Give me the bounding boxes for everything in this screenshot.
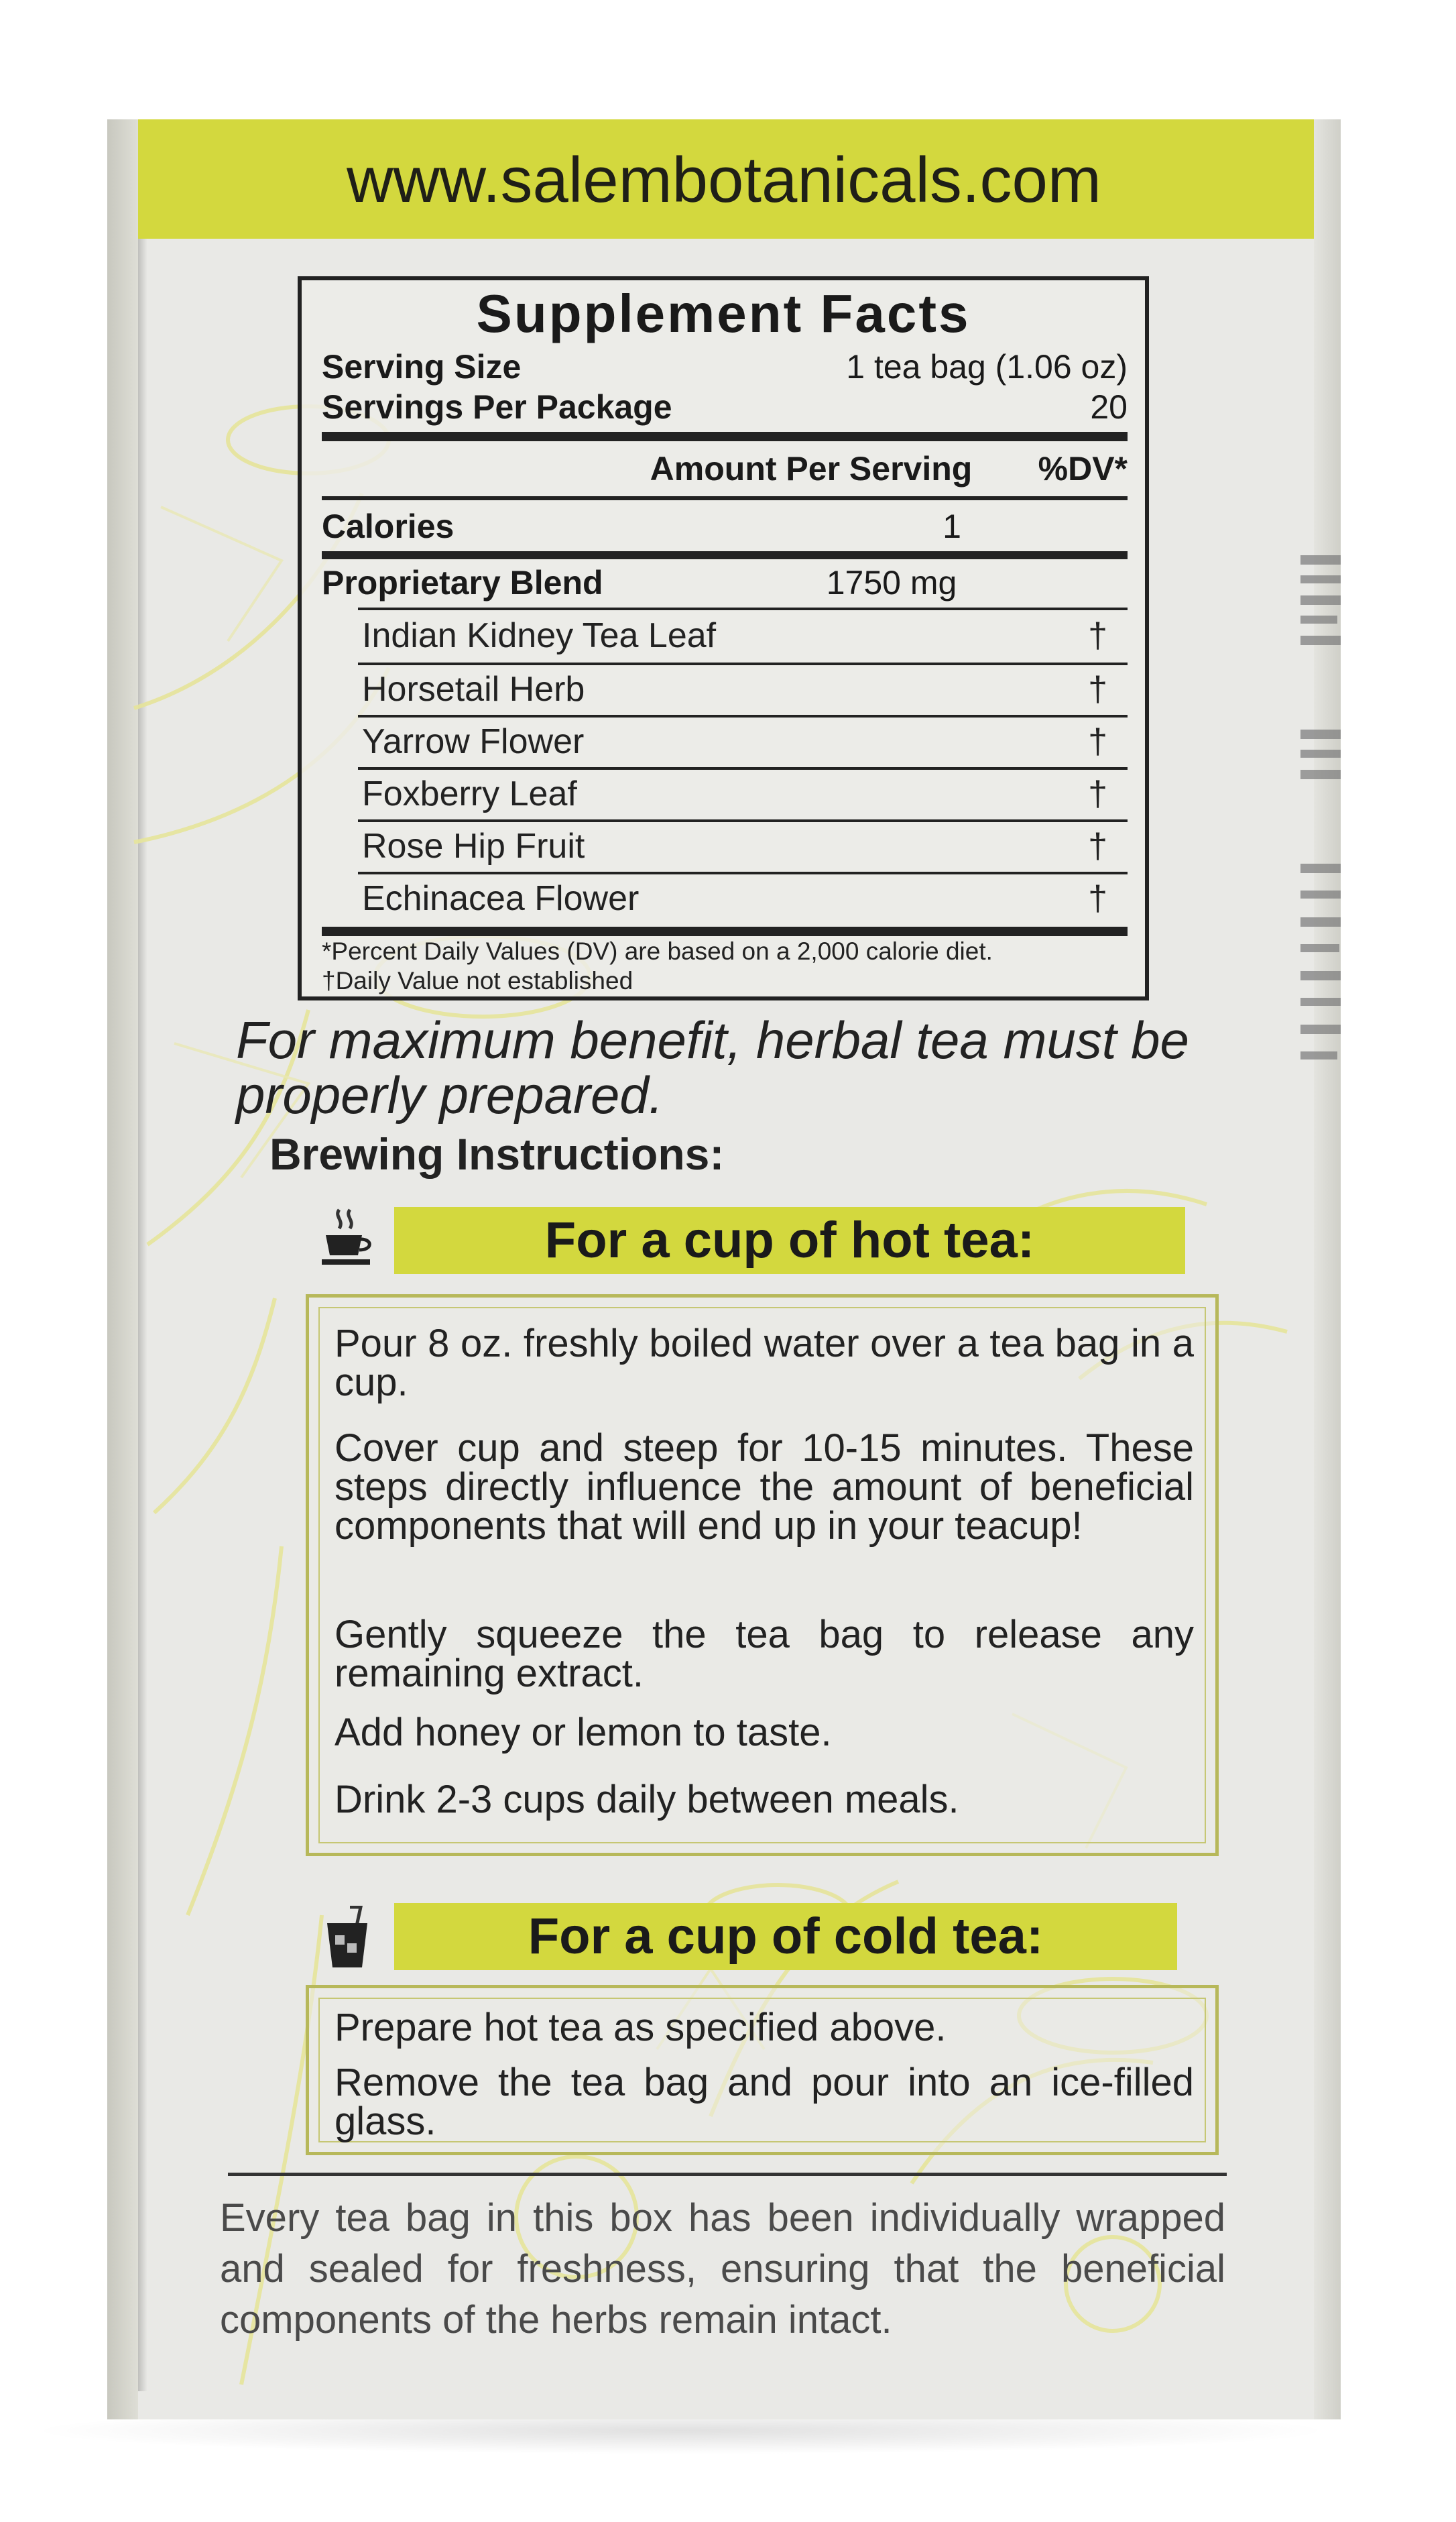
cold-tea-instructions-box xyxy=(306,1985,1219,2155)
divider xyxy=(358,819,1128,822)
preparation-note xyxy=(236,1013,1189,1123)
divider xyxy=(358,715,1128,718)
ingredient-name: Horsetail Herb xyxy=(362,670,585,709)
iced-glass-icon xyxy=(323,1906,371,1970)
supplement-facts-panel xyxy=(298,276,1149,1000)
ingredient-dv: † xyxy=(1088,879,1107,918)
calories-value: 1 xyxy=(943,508,961,545)
ingredient-name: Indian Kidney Tea Leaf xyxy=(362,616,717,655)
ingredient-row xyxy=(362,616,1128,656)
closing-divider xyxy=(228,2173,1227,2176)
freshness-statement: Every tea bag in this box has been individually wrapped and sealed for freshness, ensuring that the beneficial components of the herbs remain intact. xyxy=(220,2196,1225,2342)
divider xyxy=(322,496,1128,500)
hot-tea-instructions-box xyxy=(306,1294,1219,1856)
hot-step: Gently squeeze the tea bag to release any remaining extract. xyxy=(335,1613,1194,1695)
hot-step: Cover cup and steep for 10-15 minutes. These steps directly influence the amount of beneficial components that will end up in your teacup! xyxy=(335,1426,1194,1548)
amount-header: Amount Per Serving xyxy=(650,450,973,488)
ingredient-dv: † xyxy=(1088,670,1107,709)
top-color-band xyxy=(107,119,1341,239)
divider xyxy=(358,608,1128,610)
divider xyxy=(358,872,1128,874)
divider xyxy=(358,767,1128,770)
dv-footnote: *Percent Daily Values (DV) are based on a 2,000 calorie diet. xyxy=(322,937,993,965)
divider xyxy=(358,663,1128,665)
preparation-note-line: For maximum benefit, herbal tea must be xyxy=(236,1011,1189,1070)
ingredient-row xyxy=(362,774,1128,814)
ingredient-dv: † xyxy=(1088,722,1107,761)
dv-not-established-footnote: †Daily Value not established xyxy=(322,967,633,994)
ingredient-row xyxy=(362,878,1128,919)
facts-title: Supplement Facts xyxy=(476,284,971,343)
website-url: www.salembotanicals.com xyxy=(347,144,1101,216)
ingredient-name: Rose Hip Fruit xyxy=(362,827,585,866)
servings-value: 20 xyxy=(1090,388,1128,426)
thick-divider xyxy=(322,432,1128,441)
preparation-note-line: properly prepared. xyxy=(236,1066,664,1125)
thick-divider xyxy=(322,551,1128,559)
dv-header: %DV* xyxy=(1038,450,1128,488)
calories-label: Calories xyxy=(322,508,454,545)
ingredient-row xyxy=(362,669,1128,709)
ingredient-row xyxy=(362,826,1128,866)
servings-label: Servings Per Package xyxy=(322,388,672,426)
ingredient-dv: † xyxy=(1088,616,1107,655)
hot-step: Pour 8 oz. freshly boiled water over a tea bag in a cup. xyxy=(335,1322,1194,1404)
serving-size-value: 1 tea bag (1.06 oz) xyxy=(846,348,1128,386)
hot-cup-icon xyxy=(320,1207,374,1267)
ingredient-dv: † xyxy=(1088,775,1107,813)
cold-tea-heading: For a cup of cold tea: xyxy=(394,1903,1177,1970)
ingredient-dv: † xyxy=(1088,827,1107,866)
cold-step: Prepare hot tea as specified above. xyxy=(335,2006,947,2049)
blend-label: Proprietary Blend xyxy=(322,564,603,601)
ingredient-name: Yarrow Flower xyxy=(362,722,585,761)
hot-step: Add honey or lemon to taste. xyxy=(335,1711,832,1754)
ingredient-row xyxy=(362,722,1128,762)
cold-step: Remove the tea bag and pour into an ice-filled glass. xyxy=(335,2061,1194,2143)
thick-divider xyxy=(322,927,1128,936)
brewing-instructions-title: Brewing Instructions: xyxy=(269,1129,725,1179)
hot-step: Drink 2-3 cups daily between meals. xyxy=(335,1778,959,1821)
hot-tea-heading: For a cup of hot tea: xyxy=(394,1207,1185,1274)
ingredient-name: Echinacea Flower xyxy=(362,879,640,918)
lot-number-stamp xyxy=(1295,542,1341,1092)
ingredient-name: Foxberry Leaf xyxy=(362,775,577,813)
serving-size-label: Serving Size xyxy=(322,348,522,386)
blend-value: 1750 mg xyxy=(826,564,957,601)
